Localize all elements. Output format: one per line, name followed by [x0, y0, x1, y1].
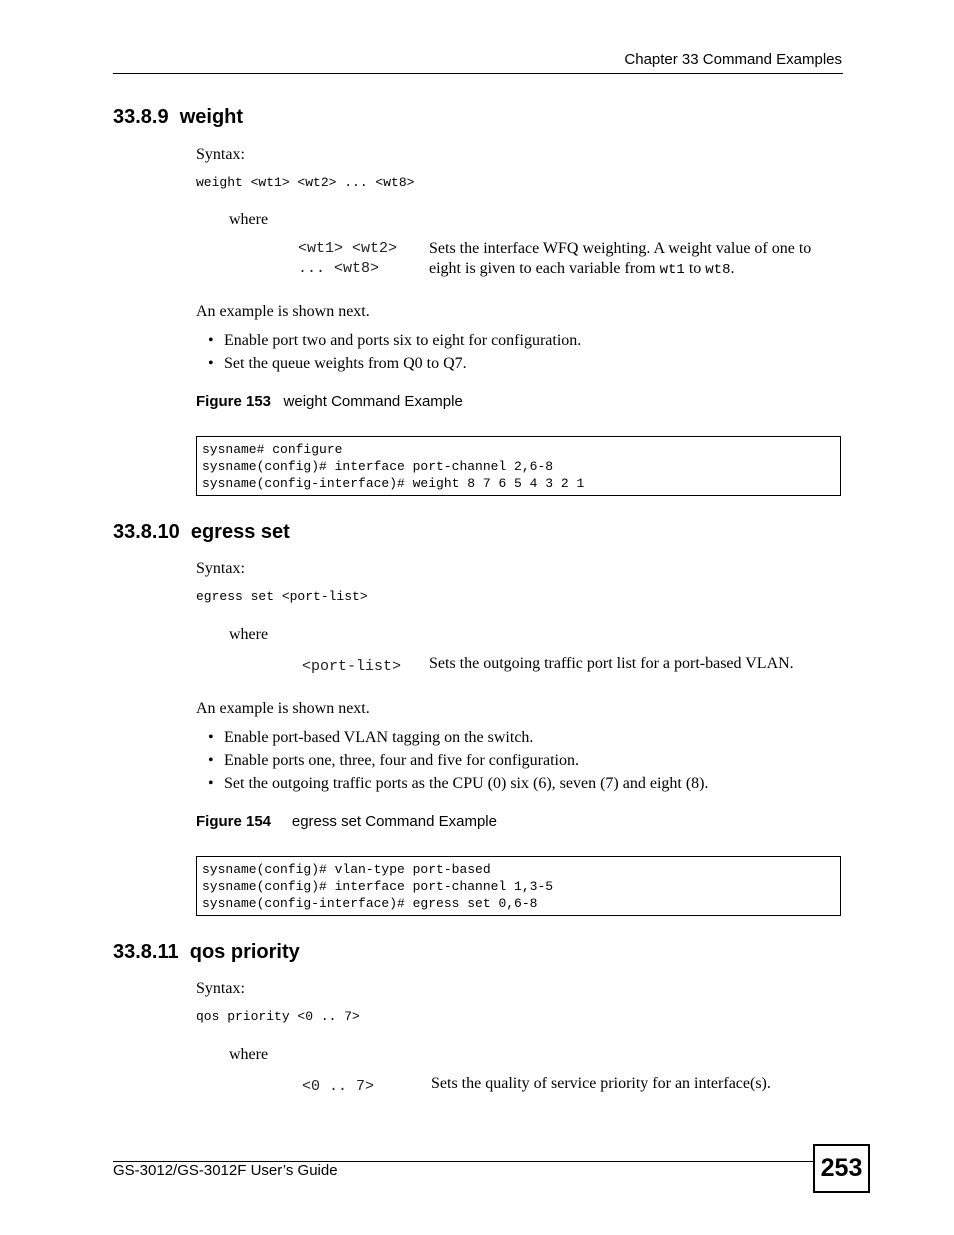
figure-caption: Figure 154 egress set Command Example [196, 813, 497, 830]
list-item: • Enable port two and ports six to eight for configuration. [196, 331, 581, 354]
bullet-list [196, 331, 581, 377]
section-title-weight: 33.8.9 weight [113, 106, 244, 128]
param-wt [298, 239, 397, 279]
code-line: sysname(config)# interface port-channel 1,3-5 [202, 879, 554, 894]
list-item: • Set the queue weights from Q0 to Q7. [196, 354, 581, 377]
code-example-box [196, 856, 841, 916]
param-port-list: <port-list> [302, 658, 402, 675]
list-item: • Enable ports one, three, four and five for configuration. [196, 751, 709, 774]
code-line: sysname(config-interface)# egress set 0,6-8 [202, 896, 538, 911]
figure-caption: Figure 153 weight Command Example [196, 393, 463, 410]
desc-line1: Sets the interface WFQ weighting. A weight value of one to [429, 240, 812, 257]
example-intro: An example is shown next. [196, 700, 370, 717]
code-line: sysname(config)# interface port-channel 2,6-8 [202, 459, 554, 474]
param-wt-line2: ... <wt8> [298, 260, 380, 277]
param-priority-description: Sets the quality of service priority for an interface(s). [431, 1075, 771, 1092]
code-line: sysname# configure [202, 442, 343, 457]
param-wt-description [429, 239, 841, 280]
param-priority: <0 .. 7> [302, 1078, 375, 1095]
header-rule [113, 73, 843, 74]
section-title-qos-priority: 33.8.11 qos priority [113, 941, 300, 963]
code-example-box [196, 436, 841, 496]
param-wt-line1: <wt1> <wt2> [298, 240, 398, 257]
syntax-qos-priority: qos priority <0 .. 7> [196, 1009, 360, 1024]
where-label: where [229, 626, 269, 643]
syntax-label: Syntax: [196, 980, 245, 997]
syntax-weight: weight <wt1> <wt2> ... <wt8> [196, 175, 415, 190]
syntax-egress-set: egress set <port-list> [196, 589, 368, 604]
where-label: where [229, 1046, 269, 1063]
syntax-label: Syntax: [196, 146, 245, 163]
syntax-label: Syntax: [196, 560, 245, 577]
param-port-list-description: Sets the outgoing traffic port list for a port-based VLAN. [429, 655, 794, 672]
desc-line2: eight is given to each variable from wt1 to wt8. [429, 260, 735, 278]
page-number: 253 [813, 1144, 870, 1193]
list-item: • Set the outgoing traffic ports as the CPU (0) six (6), seven (7) and eight (8). [196, 774, 709, 797]
code-line: sysname(config)# vlan-type port-based [202, 862, 491, 877]
chapter-header: Chapter 33 Command Examples [624, 51, 842, 68]
bullet-list [196, 728, 709, 797]
footer-guide-title: GS-3012/GS-3012F User’s Guide [113, 1162, 338, 1179]
where-label: where [229, 211, 269, 228]
section-title-egress-set: 33.8.10 egress set [113, 521, 290, 543]
list-item: • Enable port-based VLAN tagging on the switch. [196, 728, 709, 751]
code-line: sysname(config-interface)# weight 8 7 6 5 4 3 2 1 [202, 476, 585, 491]
example-intro: An example is shown next. [196, 303, 370, 320]
